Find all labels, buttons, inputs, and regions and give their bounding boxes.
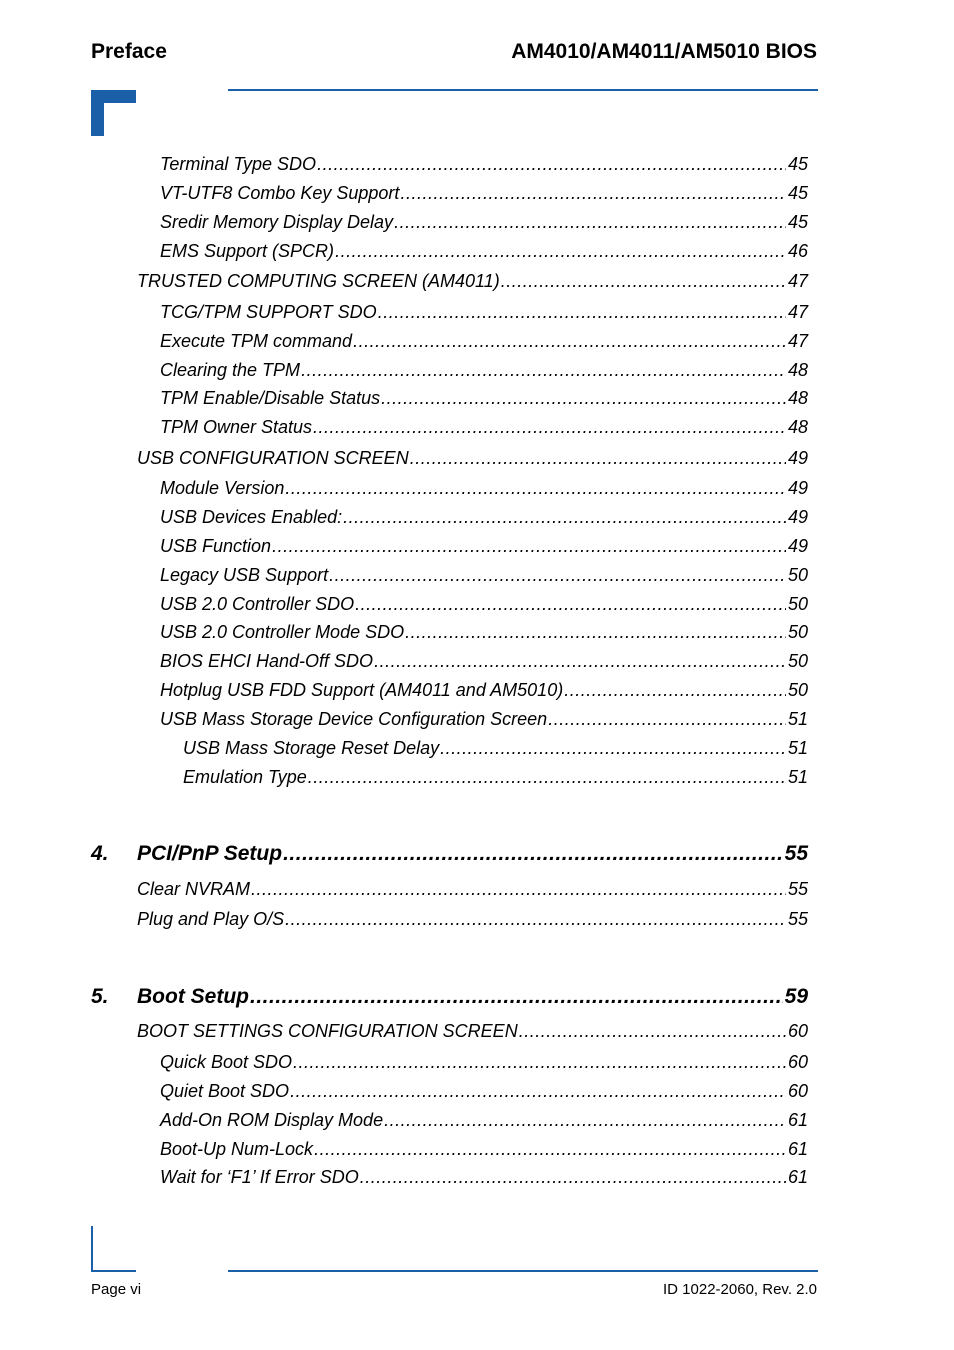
toc-dot-leader <box>314 1137 786 1161</box>
toc-entry[interactable] <box>160 476 808 500</box>
toc-entry-title: TPM Enable/Disable Status <box>160 388 381 408</box>
toc-dot-leader <box>317 152 786 176</box>
toc-entry-title: PCI/PnP Setup <box>137 842 283 865</box>
toc-entry-title: Clearing the TPM <box>160 360 301 380</box>
toc-page-number: 50 <box>787 651 808 671</box>
toc-page-number: 59 <box>784 985 808 1008</box>
toc-dot-leader <box>355 592 786 616</box>
toc-dot-leader <box>378 300 786 324</box>
toc-entry[interactable] <box>137 877 808 901</box>
toc-entry-title: TCG/TPM SUPPORT SDO <box>160 302 377 322</box>
toc-page-number: 48 <box>787 417 808 437</box>
toc-entry[interactable] <box>160 563 808 587</box>
toc-page-number: 61 <box>787 1110 808 1130</box>
toc-dot-leader <box>272 534 786 558</box>
toc-entry[interactable] <box>160 210 808 234</box>
toc-dot-leader <box>293 1050 786 1074</box>
toc-entry-title: Quick Boot SDO <box>160 1052 293 1072</box>
toc-entry-title: Wait for ‘F1’ If Error SDO <box>160 1167 359 1187</box>
toc-entry[interactable] <box>160 1050 808 1074</box>
toc-entry[interactable] <box>160 181 808 205</box>
toc-entry-title: Module Version <box>160 478 285 498</box>
toc-entry[interactable] <box>160 329 808 353</box>
toc-dot-leader <box>405 620 786 644</box>
toc-entry[interactable] <box>160 505 808 529</box>
toc-dot-leader <box>285 476 786 500</box>
footer-rule <box>228 1270 818 1272</box>
toc-chapter-entry[interactable] <box>91 840 808 868</box>
toc-page-number: 45 <box>787 154 808 174</box>
toc-entry-title: Execute TPM command <box>160 331 353 351</box>
toc-dot-leader <box>353 329 786 353</box>
toc-chapter-number: 4. <box>91 842 109 865</box>
toc-entry[interactable] <box>160 239 808 263</box>
toc-dot-leader <box>290 1079 786 1103</box>
toc-entry-title: Add-On ROM Display Mode <box>160 1110 384 1130</box>
toc-page-number: 55 <box>787 879 808 899</box>
toc-page-number: 47 <box>787 331 808 351</box>
toc-page-number: 61 <box>787 1167 808 1187</box>
toc-entry[interactable] <box>137 907 808 931</box>
toc-page-number: 45 <box>787 212 808 232</box>
toc-page-number: 50 <box>787 565 808 585</box>
toc-dot-leader <box>410 446 786 470</box>
toc-entry-title: USB 2.0 Controller SDO <box>160 594 355 614</box>
toc-entry-title: TRUSTED COMPUTING SCREEN (AM4011) <box>137 271 500 291</box>
toc-dot-leader <box>440 736 786 760</box>
toc-entry[interactable] <box>160 358 808 382</box>
toc-dot-leader <box>360 1165 786 1189</box>
toc-dot-leader <box>384 1108 786 1132</box>
toc-dot-leader <box>343 505 786 529</box>
toc-page-number: 48 <box>787 388 808 408</box>
toc-entry-title: TPM Owner Status <box>160 417 313 437</box>
toc-chapter-entry[interactable] <box>91 983 808 1011</box>
toc-entry-title: VT-UTF8 Combo Key Support <box>160 183 400 203</box>
toc-entry[interactable] <box>160 1079 808 1103</box>
toc-entry-title: BIOS EHCI Hand-Off SDO <box>160 651 374 671</box>
toc-entry-title: Terminal Type SDO <box>160 154 317 174</box>
toc-page-number: 49 <box>787 536 808 556</box>
toc-dot-leader <box>394 210 786 234</box>
toc-page-number: 48 <box>787 360 808 380</box>
toc-entry[interactable] <box>183 765 808 789</box>
toc-page-number: 60 <box>787 1081 808 1101</box>
toc-dot-leader <box>285 907 786 931</box>
toc-entry-title: BOOT SETTINGS CONFIGURATION SCREEN <box>137 1021 518 1041</box>
header-document-title: AM4010/AM4011/AM5010 BIOS <box>511 40 817 63</box>
toc-dot-leader <box>335 239 786 263</box>
toc-entry[interactable] <box>160 386 808 410</box>
toc-page-number: 49 <box>787 448 808 468</box>
toc-page-number: 49 <box>787 507 808 527</box>
toc-dot-leader <box>250 983 783 1011</box>
header-section-title: Preface <box>91 40 167 63</box>
toc-entry[interactable] <box>137 446 808 470</box>
toc-dot-leader <box>400 181 786 205</box>
toc-entry-title: EMS Support (SPCR) <box>160 241 335 261</box>
toc-entry-title: USB Mass Storage Device Configuration Screen <box>160 709 548 729</box>
toc-page-number: 50 <box>787 622 808 642</box>
toc-entry-title: USB Devices Enabled: <box>160 507 343 527</box>
toc-entry[interactable] <box>160 152 808 176</box>
toc-page-number: 47 <box>787 271 808 291</box>
toc-entry-title: USB Mass Storage Reset Delay <box>183 738 440 758</box>
toc-entry[interactable] <box>160 1165 808 1189</box>
toc-dot-leader <box>519 1019 786 1043</box>
toc-chapter-number: 5. <box>91 985 109 1008</box>
toc-entry-title: USB CONFIGURATION SCREEN <box>137 448 409 468</box>
toc-entry[interactable] <box>160 1137 808 1161</box>
toc-dot-leader <box>564 678 786 702</box>
toc-entry[interactable] <box>160 534 808 558</box>
toc-entry-title: Sredir Memory Display Delay <box>160 212 394 232</box>
toc-entry[interactable] <box>160 300 808 324</box>
toc-entry[interactable] <box>183 736 808 760</box>
toc-entry[interactable] <box>160 620 808 644</box>
toc-entry[interactable] <box>160 415 808 439</box>
toc-entry-title: Boot-Up Num-Lock <box>160 1139 314 1159</box>
toc-page-number: 47 <box>787 302 808 322</box>
toc-page-number: 60 <box>787 1021 808 1041</box>
toc-dot-leader <box>548 707 786 731</box>
toc-dot-leader <box>374 649 786 673</box>
toc-entry-title: Quiet Boot SDO <box>160 1081 290 1101</box>
toc-dot-leader <box>308 765 786 789</box>
toc-page-number: 45 <box>787 183 808 203</box>
toc-page-number: 61 <box>787 1139 808 1159</box>
toc-page-number: 55 <box>787 909 808 929</box>
toc-page-number: 51 <box>787 738 808 758</box>
toc-dot-leader <box>313 415 786 439</box>
toc-page-number: 49 <box>787 478 808 498</box>
toc-dot-leader <box>251 877 786 901</box>
toc-entry[interactable] <box>160 592 808 616</box>
toc-entry[interactable] <box>137 269 808 293</box>
footer-document-id: ID 1022-2060, Rev. 2.0 <box>663 1281 817 1298</box>
toc-entry[interactable] <box>160 649 808 673</box>
toc-page-number: 60 <box>787 1052 808 1072</box>
toc-entry-title: Plug and Play O/S <box>137 909 285 929</box>
toc-entry[interactable] <box>160 678 808 702</box>
toc-dot-leader <box>501 269 786 293</box>
toc-entry-title: Clear NVRAM <box>137 879 251 899</box>
toc-page-number: 55 <box>784 842 808 865</box>
toc-page-number: 51 <box>787 767 808 787</box>
toc-dot-leader <box>329 563 786 587</box>
toc-entry-title: Legacy USB Support <box>160 565 329 585</box>
toc-entry-title: USB Function <box>160 536 272 556</box>
toc-page-number: 50 <box>787 594 808 614</box>
toc-page-number: 51 <box>787 709 808 729</box>
toc-page-number: 46 <box>787 241 808 261</box>
toc-entry[interactable] <box>137 1019 808 1043</box>
toc-dot-leader <box>283 840 783 868</box>
toc-page-number: 50 <box>787 680 808 700</box>
footer-page-label: Page vi <box>91 1281 142 1298</box>
toc-entry[interactable] <box>160 707 808 731</box>
toc-entry-title: Emulation Type <box>183 767 307 787</box>
toc-entry-title: Hotplug USB FDD Support (AM4011 and AM5010) <box>160 680 564 700</box>
toc-dot-leader <box>381 386 786 410</box>
toc-dot-leader <box>301 358 786 382</box>
corner-mark-bottom <box>91 1226 136 1272</box>
toc-entry-title: Boot Setup <box>137 985 249 1008</box>
toc-entry-title: USB 2.0 Controller Mode SDO <box>160 622 405 642</box>
toc-entry[interactable] <box>160 1108 808 1132</box>
